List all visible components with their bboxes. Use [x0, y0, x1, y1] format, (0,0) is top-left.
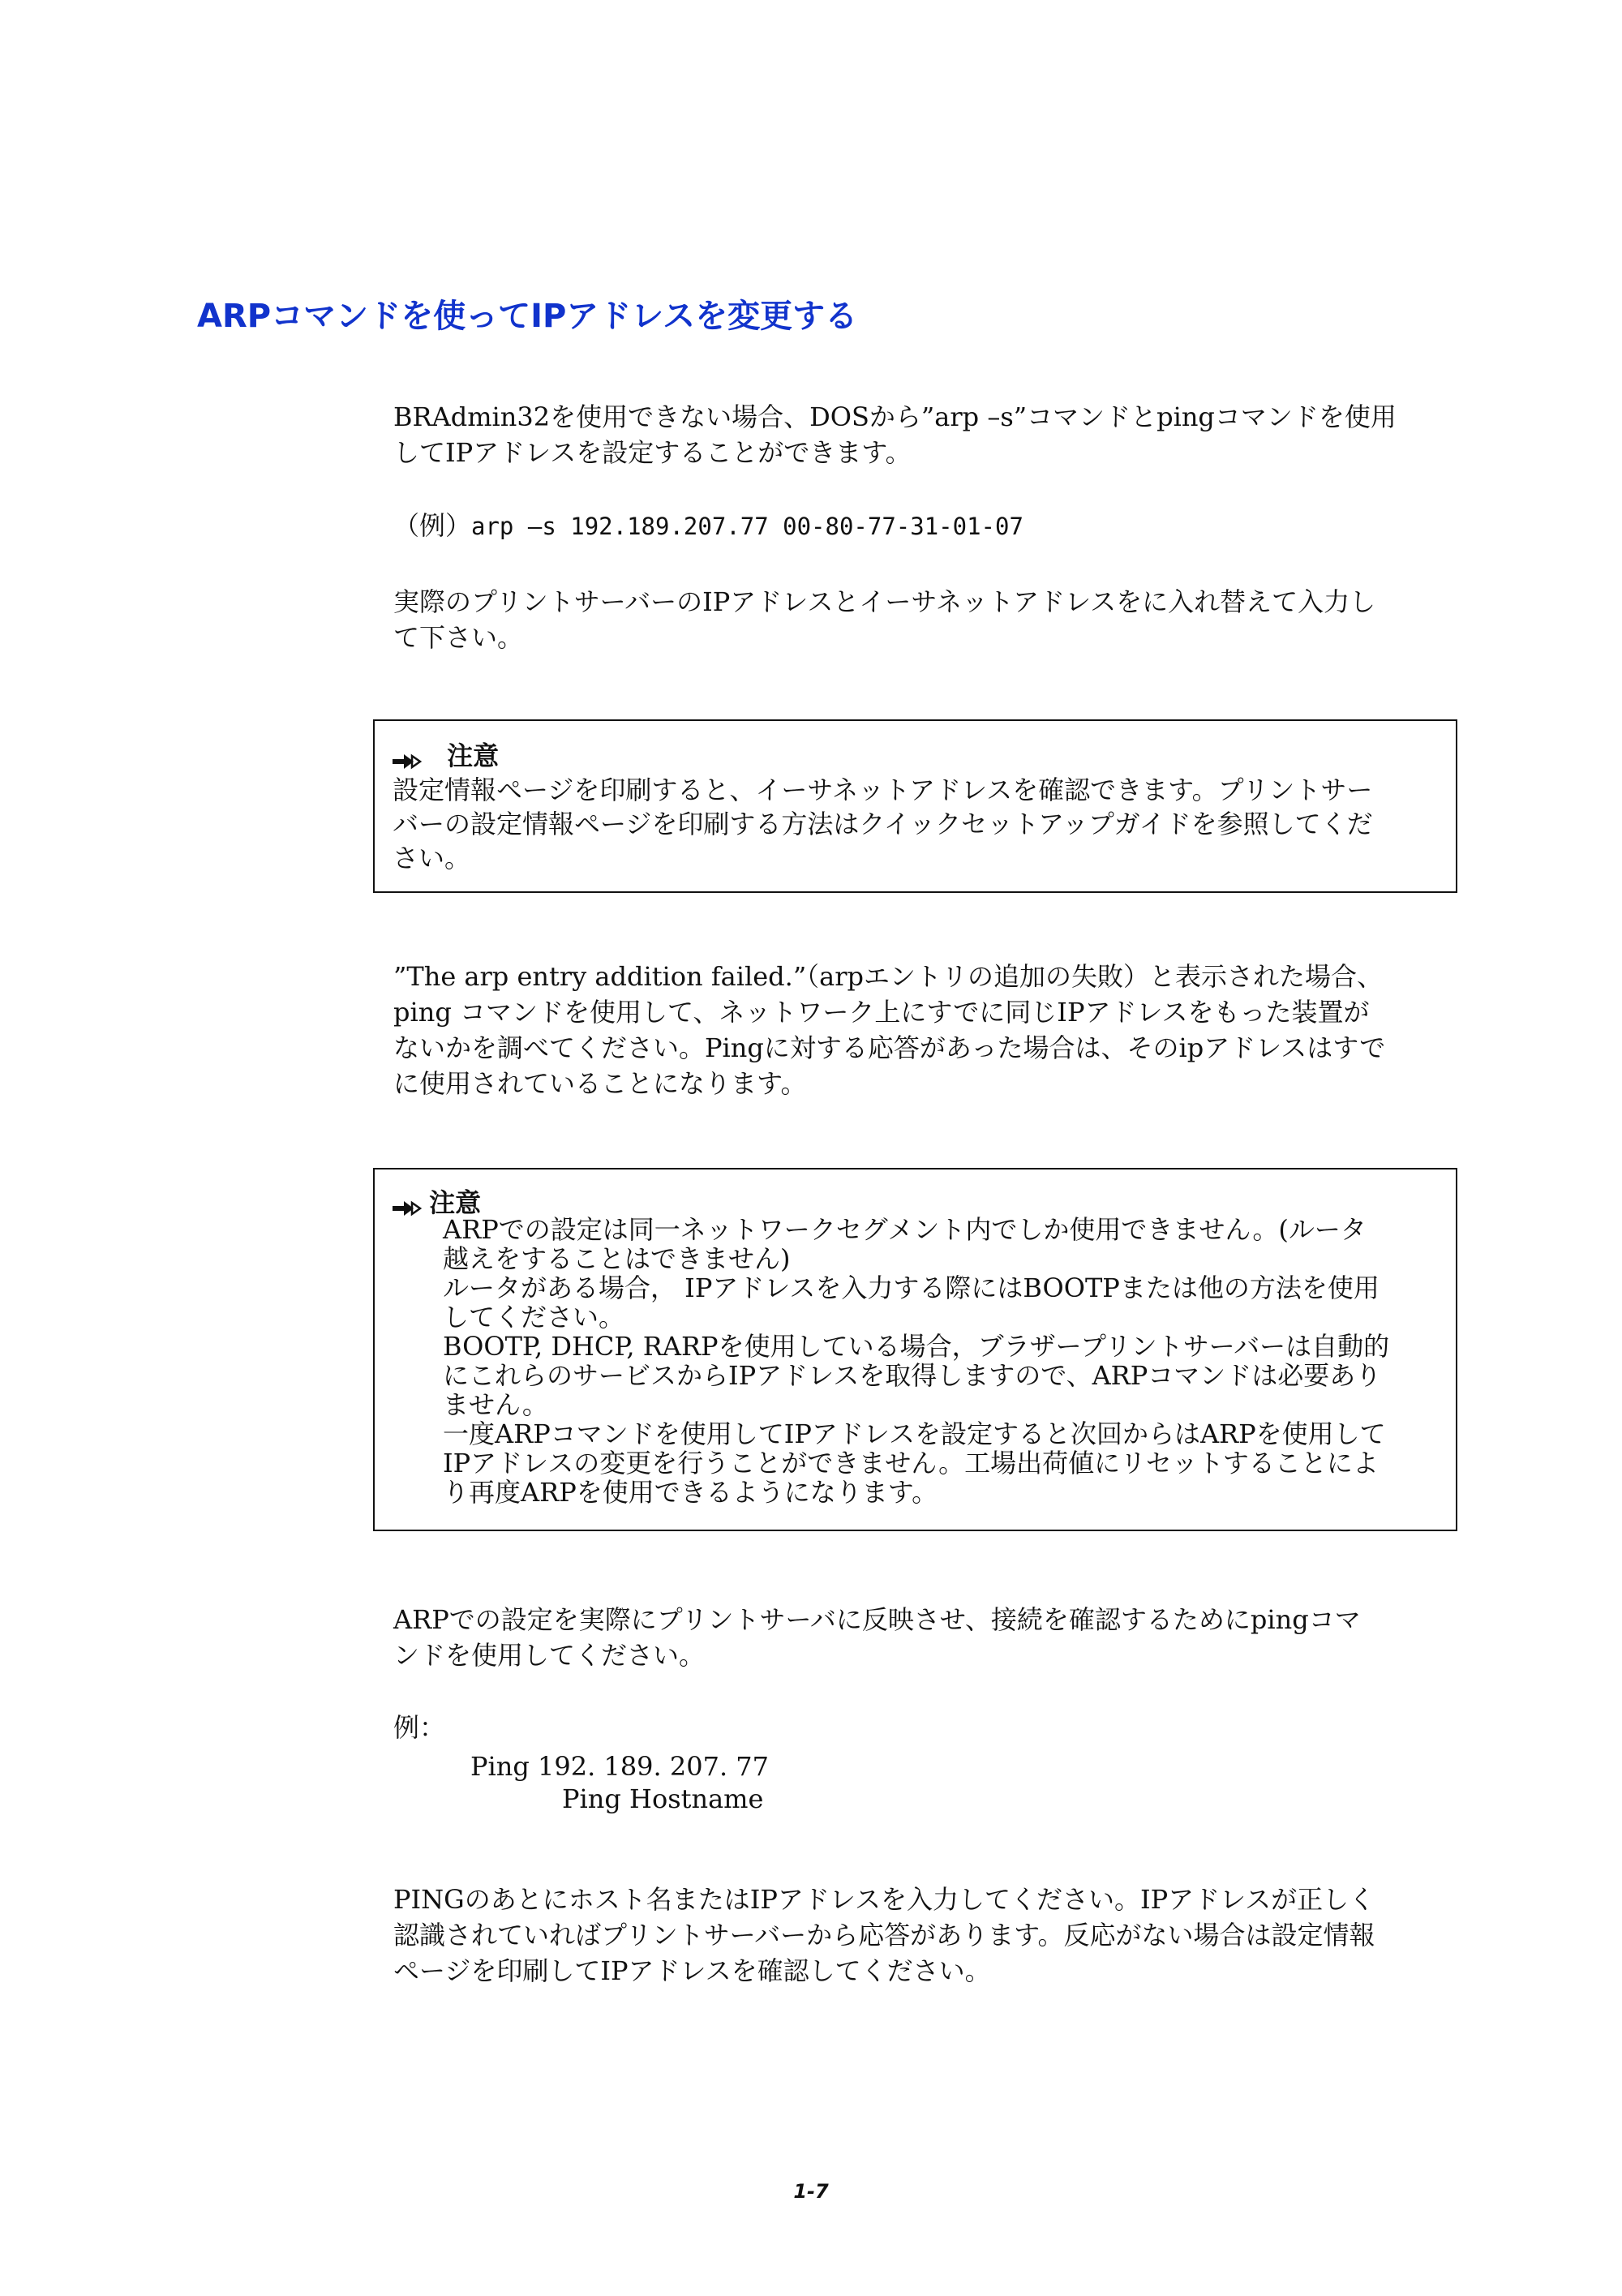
example-2-label: 例：	[393, 1712, 446, 1743]
note-1-header	[393, 736, 499, 773]
ping-paragraph	[393, 1602, 1440, 1673]
failed-line-2: ping コマンドを使用して、ネットワーク上にすでに同じIPアドレスをもった装置が	[393, 997, 1370, 1028]
final-line-1: PINGのあとにホスト名またはIPアドレスを入力してください。IPアドレスが正しく	[393, 1884, 1375, 1915]
example-prefix: （例）	[393, 510, 472, 541]
note-2-title: 注意	[429, 1187, 482, 1218]
final-line-2: 認識されていればプリントサーバーから応答があります。反応がない場合は設定情報	[393, 1920, 1375, 1951]
failed-line-3: ないかを調べてください。Pingに対する応答があった場合は、そのipアドレスはすで	[393, 1032, 1386, 1063]
arrow-icon	[393, 752, 425, 771]
note-2-item-4-line-2: IPアドレスの変更を行うことができません。工場出荷値にリセットすることによ	[443, 1448, 1379, 1478]
failed-line-1: ”The arp entry addition failed.”（arpエントリの追加の失敗）と表示された場合、	[393, 961, 1384, 992]
note-2-item-4-line-3: り再度ARPを使用できるようになります。	[443, 1477, 938, 1508]
note-1-body	[393, 773, 1447, 875]
intro-line-1: BRAdmin32を使用できない場合、DOSから”arp –s”コマンドとpingコマンドを使用	[393, 401, 1397, 432]
note-1-title: 注意	[447, 740, 500, 771]
ping-example-command-2: Ping Hostname	[562, 1783, 764, 1814]
example-command-1	[393, 508, 1440, 544]
note-2-item-1-line-2: 越えをすることはできません)	[443, 1243, 791, 1274]
note-2-item-2-line-1: ルータがある場合， IPアドレスを入力する際にはBOOTPまたは他の方法を使用	[443, 1272, 1380, 1303]
note-1-line-3: さい。	[393, 843, 471, 873]
arrow-icon	[393, 1199, 425, 1218]
note-2-item-1-line-1: ARPでの設定は同一ネットワークセグメント内でしか使用できません。(ルータ	[443, 1214, 1367, 1245]
note-1-line-1: 設定情報ページを印刷すると、イーサネットアドレスを確認できます。プリントサー	[393, 775, 1373, 805]
arp-command: arp –s 192.189.207.77 00-80-77-31-01-07	[471, 513, 1023, 540]
note-2-item-3-line-2: にこれらのサービスからIPアドレスを取得しますので、ARPコマンドは必要あり	[443, 1360, 1382, 1391]
replace-paragraph	[393, 584, 1440, 655]
note-box-2	[373, 1168, 1457, 1531]
ping-example-command-1: Ping 192. 189. 207. 77	[470, 1751, 770, 1782]
page-heading: ARPコマンドを使ってIPアドレスを変更する	[197, 298, 858, 335]
ping-line-1: ARPでの設定を実際にプリントサーバに反映させ、接続を確認するためにpingコマ	[393, 1604, 1361, 1635]
note-2-list	[443, 1215, 1448, 1507]
failed-line-4: に使用されていることになります。	[393, 1068, 807, 1099]
ping-line-2: ンドを使用してください。	[393, 1640, 706, 1671]
note-box-1	[373, 719, 1457, 893]
note-2-item-4-line-1: 一度ARPコマンドを使用してIPアドレスを設定すると次回からはARPを使用して	[443, 1418, 1386, 1449]
replace-line-1: 実際のプリントサーバーのIPアドレスとイーサネットアドレスをに入れ替えて入力し	[393, 586, 1376, 617]
intro-line-2: してIPアドレスを設定することができます。	[393, 437, 912, 468]
intro-paragraph	[393, 399, 1440, 470]
note-2-item-2-line-2: してください。	[443, 1302, 625, 1333]
note-2-item-3-line-1: BOOTP, DHCP, RARPを使用している場合，ブラザープリントサーバーは自動的	[443, 1331, 1390, 1362]
final-line-3: ページを印刷してIPアドレスを確認してください。	[393, 1955, 991, 1986]
note-2-item-3-line-3: ません。	[443, 1389, 548, 1420]
note-1-line-2: バーの設定情報ページを印刷する方法はクイックセットアップガイドを参照してくだ	[393, 809, 1373, 839]
replace-line-2: て下さい。	[393, 622, 524, 653]
failed-paragraph	[393, 959, 1440, 1101]
page-number: 1-7	[793, 2180, 829, 2203]
final-paragraph	[393, 1882, 1440, 1989]
